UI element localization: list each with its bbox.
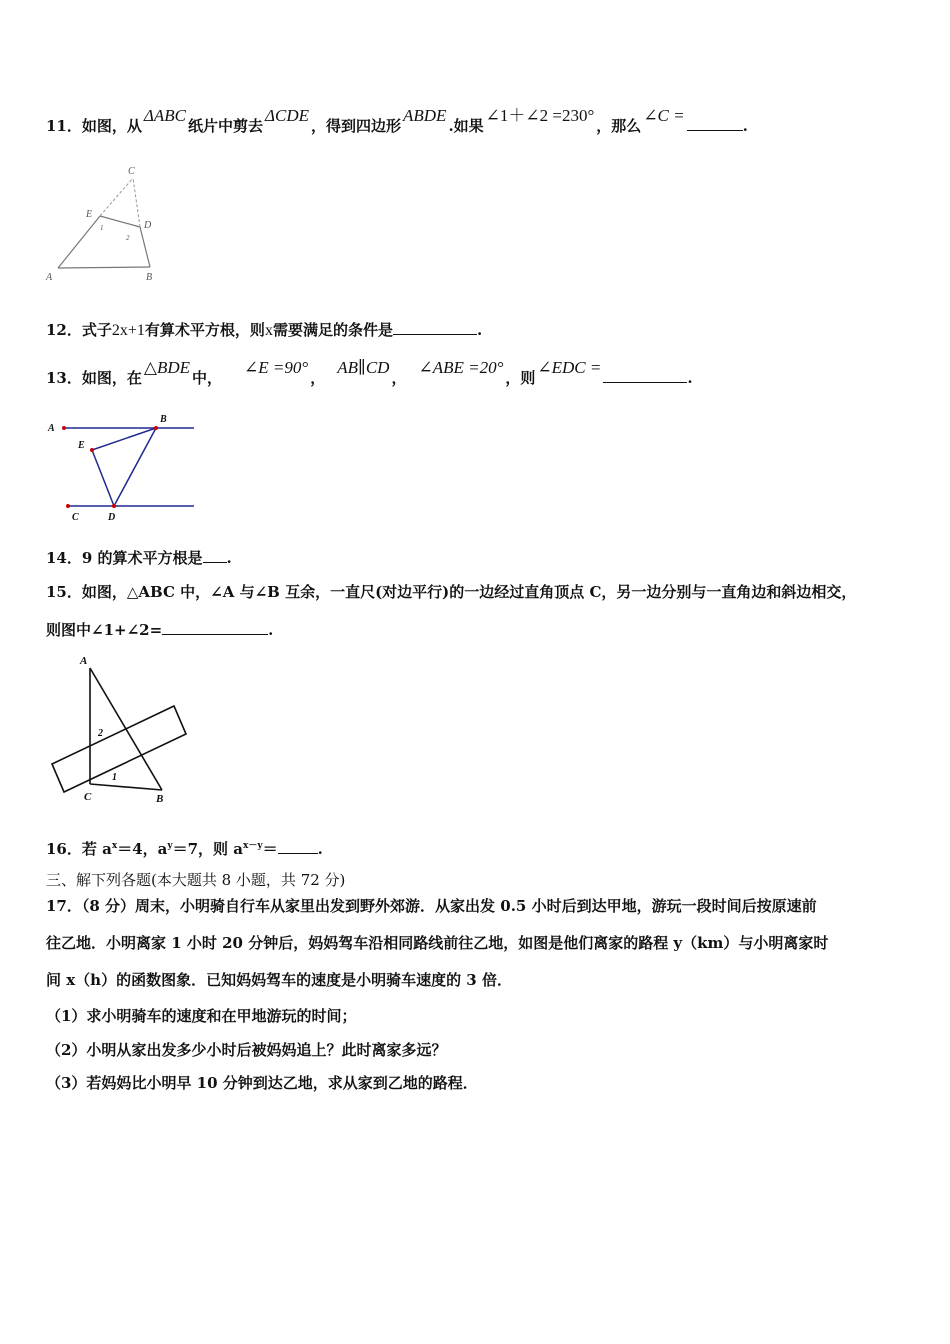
question-17-part-2: （2）小明从家出发多少小时后被妈妈追上？此时离家多远？ xyxy=(46,1041,447,1059)
q12-math-x: x xyxy=(264,322,273,339)
question-11 xyxy=(46,106,748,136)
q11-figure xyxy=(40,160,170,288)
q13-text-2: 中， xyxy=(192,369,223,387)
q15-label-b: B xyxy=(156,793,164,805)
question-16 xyxy=(46,836,323,859)
q13-label-e: E xyxy=(78,440,85,451)
q13-figure xyxy=(44,410,204,526)
q11-text-2: 纸片中剪去 xyxy=(187,117,263,135)
q13-math-bde: △BDE xyxy=(143,358,191,377)
question-17-line-2: 往乙地．小明离家 1 小时 20 分钟后，妈妈驾车沿相同路线前往乙地，如图是他们离家的路程 y（km）与小明离家时 xyxy=(46,934,829,952)
q11-label-e: E xyxy=(86,209,93,220)
q11-text-3: ，得到四边形 xyxy=(310,117,401,135)
q12-number: 12． xyxy=(46,321,82,339)
q15-text-2: 则图中∠1+∠2= xyxy=(46,621,163,639)
q14-answer-blank[interactable] xyxy=(203,548,227,563)
q12-text-3: 需要满足的条件是 xyxy=(272,321,393,339)
q13-text-1: 如图，在 xyxy=(81,369,142,387)
q13-number: 13． xyxy=(46,369,82,387)
q11-label-c: C xyxy=(128,166,135,177)
q13-math-angle-abe: ∠ABE =20° xyxy=(418,358,504,377)
q16-answer-blank[interactable] xyxy=(278,839,318,854)
q11-math-angle-c: ∠C = xyxy=(643,106,685,125)
q13-label-d: D xyxy=(108,512,116,523)
q16-text-3: ＝7，则 a xyxy=(172,840,243,858)
q16-text-4: ＝ xyxy=(262,840,278,858)
q11-text-4: .如果 xyxy=(448,117,484,135)
q13-text-3: ， xyxy=(310,369,326,387)
question-17-part-3: （3）若妈妈比小明早 10 分钟到达乙地，求从家到乙地的路程． xyxy=(46,1074,478,1092)
q13-math-angle-edc: ∠EDC = xyxy=(537,358,602,377)
q16-text-2: ＝4，a xyxy=(117,840,168,858)
q12-text-2: 有算术平方根，则 xyxy=(144,321,265,339)
q13-math-parallel: AB∥CD xyxy=(337,358,390,377)
q16-text-1: 16．若 a xyxy=(46,840,112,858)
q15-figure xyxy=(44,648,194,806)
section-3-heading: 三、解下列各题(本大题共 8 小题，共 72 分) xyxy=(46,871,346,889)
q11-label-d: D xyxy=(144,220,152,231)
question-14 xyxy=(46,548,232,568)
question-15-line-1: 15．如图，△ABC 中，∠A 与∠B 互余，一直尺(对边平行)的一边经过直角顶点 C，另一边分别与一直角边和斜边相交， xyxy=(46,583,857,601)
q11-label-b: B xyxy=(146,272,153,283)
q15-answer-blank[interactable] xyxy=(162,620,268,635)
q13-math-angle-e: ∠E =90° xyxy=(244,358,309,377)
question-17-line-3: 间 x（h）的函数图象．已知妈妈驾车的速度是小明骑车速度的 3 倍． xyxy=(46,971,512,989)
q11-answer-blank[interactable] xyxy=(687,116,743,131)
question-13 xyxy=(46,358,693,388)
q15-text-3: . xyxy=(268,621,274,639)
question-15-line-2 xyxy=(46,620,273,640)
q11-text-1: 如图，从 xyxy=(81,117,142,135)
q12-text-4: . xyxy=(476,321,483,339)
q15-label-c: C xyxy=(84,791,92,803)
question-17-part-1: （1）求小明骑车的速度和在甲地游玩的时间； xyxy=(46,1007,357,1025)
q16-text-5: . xyxy=(317,840,323,858)
question-12 xyxy=(46,320,482,341)
q11-label-1: 1 xyxy=(100,224,104,232)
q13-text-6: . xyxy=(687,369,693,387)
q14-text: 14．9 的算术平方根是 xyxy=(46,549,203,567)
q14-text-2: . xyxy=(226,549,232,567)
q13-text-5: ，则 xyxy=(505,369,536,387)
question-17-line-1: 17．（8 分）周末，小明骑自行车从家里出发到野外郊游．从家出发 0.5 小时后到达甲地，游玩一段时间后按原速前 xyxy=(46,897,817,915)
q12-answer-blank[interactable] xyxy=(393,320,477,335)
q11-math-angles: ∠1＋∠2 =230° xyxy=(485,106,595,125)
q11-math-cde: ΔCDE xyxy=(265,106,309,125)
q15-label-a: A xyxy=(80,655,88,667)
q11-math-abc: ΔABC xyxy=(143,106,186,125)
q12-math-expr: 2x+1 xyxy=(111,322,145,339)
q16-sup-xy: x－y xyxy=(243,841,263,851)
q13-label-c: C xyxy=(72,512,79,523)
q11-text-6: . xyxy=(742,117,748,135)
q11-math-abde: ABDE xyxy=(403,106,447,125)
q11-label-a: A xyxy=(46,272,53,283)
q13-label-b: B xyxy=(160,414,167,425)
q16-sup-x: x xyxy=(111,841,118,851)
q15-label-2: 2 xyxy=(98,728,103,739)
q13-label-a: A xyxy=(48,423,55,434)
q16-sup-y: y xyxy=(167,841,173,851)
q12-text-1: 式子 xyxy=(81,321,112,339)
q13-text-4: ， xyxy=(391,369,407,387)
q11-number: 11． xyxy=(46,117,82,135)
q13-answer-blank[interactable] xyxy=(603,368,687,383)
q11-label-2: 2 xyxy=(126,234,130,242)
q11-text-5: ，那么 xyxy=(596,117,642,135)
q15-label-1: 1 xyxy=(112,772,117,783)
